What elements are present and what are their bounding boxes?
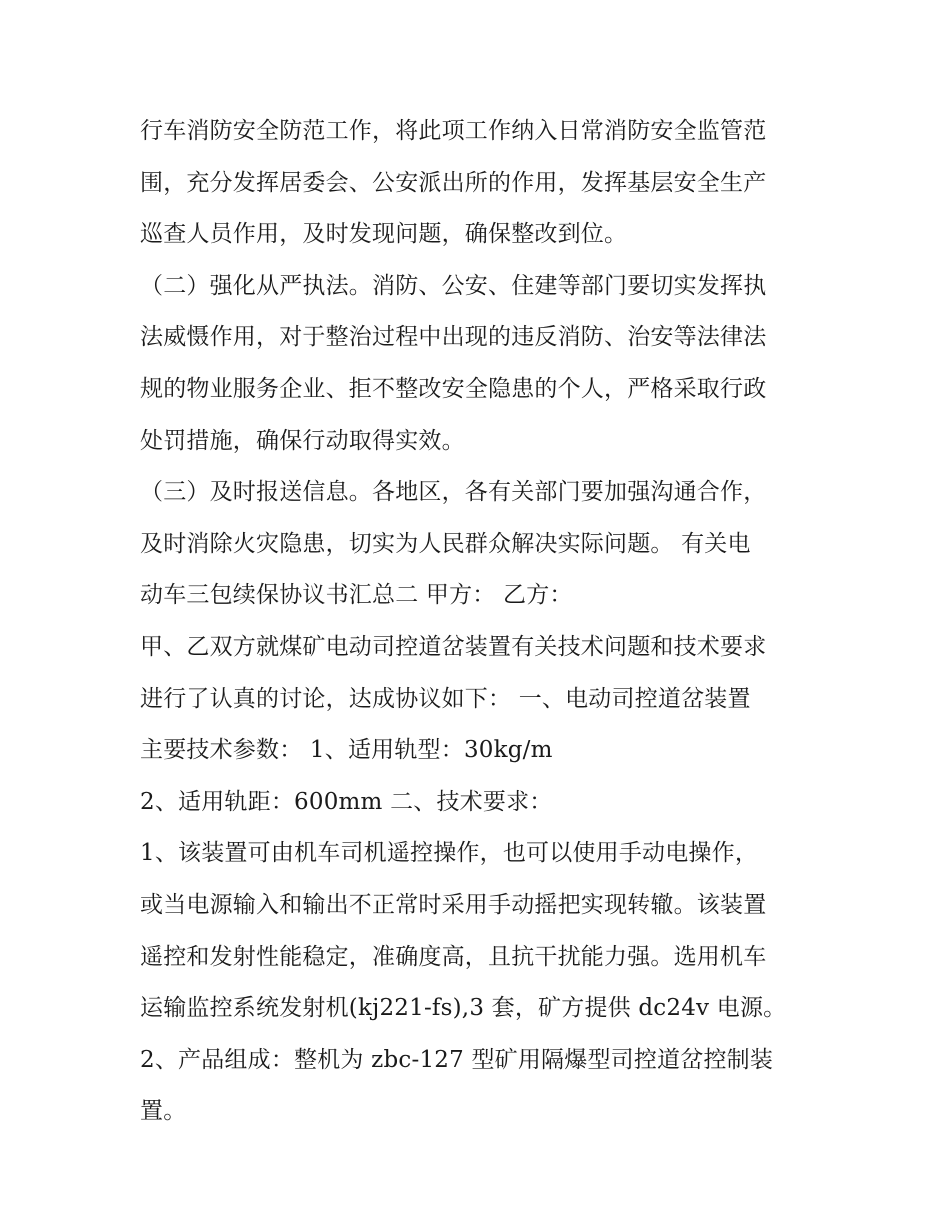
text-line: 巡查人员作用，及时发现问题，确保整改到位。 [140, 221, 628, 248]
text-line: 动车三包续保协议书汇总二 甲方： 乙方： [140, 582, 573, 609]
text-line: 主要技术参数： 1、适用轨型：30kg/m [140, 737, 553, 764]
text-line: 运输监控系统发射机(kj221-fs),3 套，矿方提供 dc24v 电源。 [140, 995, 787, 1022]
text-line: 进行了认真的讨论，达成协议如下： 一、电动司控道岔装置 [140, 685, 751, 712]
text-line: （二）强化从严执法。消防、公安、住建等部门要切实发挥执 [140, 272, 767, 299]
text-line: 2、产品组成：整机为 zbc-127 型矿用隔爆型司控道岔控制装 [140, 1046, 774, 1073]
text-line: 遥控和发射性能稳定，准确度高，且抗干扰能力强。选用机车 [140, 943, 767, 970]
document-body [140, 106, 820, 1138]
text-line: 处罚措施，确保行动取得实效。 [140, 427, 465, 454]
text-line: 或当电源输入和输出不正常时采用手动摇把实现转辙。该装置 [140, 891, 767, 918]
text-line: 1、该装置可由机车司机遥控操作，也可以使用手动电操作， [140, 840, 759, 867]
text-line: 法威慑作用，对于整治过程中出现的违反消防、治安等法律法 [140, 324, 767, 351]
text-line: （三）及时报送信息。各地区，各有关部门要加强沟通合作， [140, 479, 767, 506]
text-line: 置。 [140, 1098, 187, 1125]
text-line: 围，充分发挥居委会、公安派出所的作用，发挥基层安全生产 [140, 169, 767, 196]
text-line: 规的物业服务企业、拒不整改安全隐患的个人，严格采取行政 [140, 375, 767, 402]
text-line: 2、适用轨距：600mm 二、技术要求： [140, 788, 553, 815]
text-line: 甲、乙双方就煤矿电动司控道岔装置有关技术问题和技术要求 [140, 633, 767, 660]
text-line: 行车消防安全防范工作，将此项工作纳入日常消防安全监管范 [140, 118, 767, 144]
text-line: 及时消除火灾隐患，切实为人民群众解决实际问题。 有关电 [140, 530, 751, 557]
